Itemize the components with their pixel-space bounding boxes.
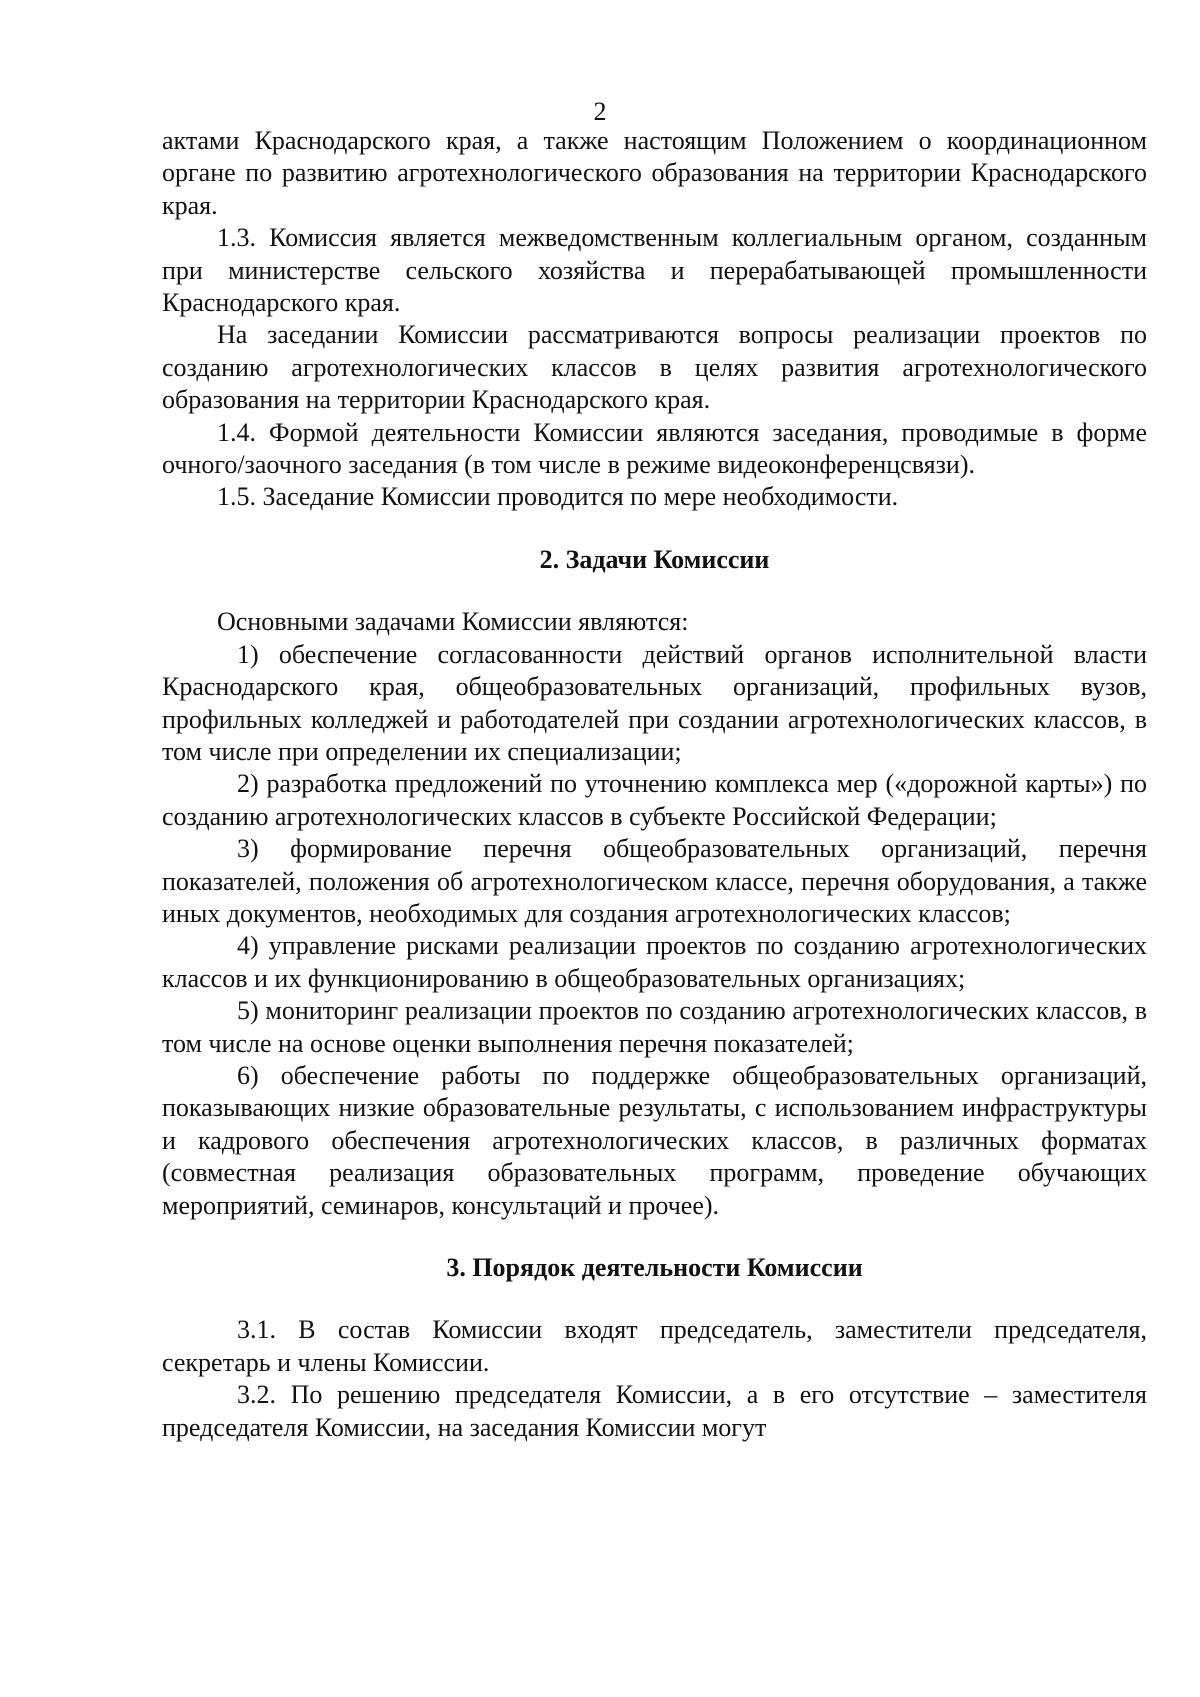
list-item: 3) формирование перечня общеобразовательных организаций, перечня показателей, положения об агротехнологическом классе, перечня оборудования, а также иных документов, необходимых для создания агротехнологических классов; [162, 834, 1147, 928]
list-item: 2) разработка предложений по уточнению комплекса мер («дорожной карты») по созданию агротехнологических классов в субъекте Российской Федерации; [162, 769, 1147, 831]
section-heading: 2. Задачи Комиссии [539, 544, 770, 574]
list-item: 1) обеспечение согласованности действий органов исполнительной власти Краснодарского края, общеобразовательных организаций, профильных вузов, профильных колледжей и работодателей при создании агротехнологических классов, в том числе при определении их специализации; [162, 639, 1147, 766]
document-body [162, 125, 1147, 1444]
page-number: 2 [593, 97, 607, 126]
paragraph: 1.3. Комиссия является межведомственным коллегиальным органом, созданным при министерстве сельского хозяйства и перерабатывающей промышленности Краснодарского края. [162, 223, 1147, 318]
list-item: 3.2. По решению председателя Комиссии, а в его отсутствие – заместителя председателя Комиссии, на заседания Комиссии могут [162, 1380, 1147, 1442]
paragraph: актами Краснодарского края, а также настоящим Положением о координационном органе по развитию агротехнологического образования на территории Краснодарского края. [162, 126, 1147, 220]
list-item: 4) управление рисками реализации проектов по созданию агротехнологических классов и их функционированию в общеобразовательных организациях; [162, 931, 1147, 993]
list-item: 6) обеспечение работы по поддержке общеобразовательных организаций, показывающих низкие образовательные результаты, с использованием инфраструктуры и кадрового обеспечения агротехнологических классов, в различных форматах (совместная реализация образовательных программ, проведение обучающих мероприятий, семинаров, консультаций и прочее). [162, 1060, 1147, 1220]
paragraph: 1.5. Заседание Комиссии проводится по мере необходимости. [217, 482, 899, 512]
section-heading: 3. Порядок деятельности Комиссии [446, 1253, 863, 1282]
paragraph: Основными задачами Комиссии являются: [217, 607, 689, 637]
paragraph: На заседании Комиссии рассматриваются вопросы реализации проектов по созданию агротехнологических классов в целях развития агротехнологического образования на территории Краснодарского края. [162, 320, 1147, 415]
list-item: 5) мониторинг реализации проектов по созданию агротехнологических классов, в том числе на основе оценки выполнения перечня показателей; [162, 996, 1147, 1058]
list-item: 3.1. В состав Комиссии входят председатель, заместители председателя, секретарь и члены Комиссии. [162, 1315, 1147, 1377]
paragraph: 1.4. Формой деятельности Комиссии являются заседания, проводимые в форме очного/заочного заседания (в том числе в режиме видеоконференцсвязи). [162, 417, 1147, 480]
